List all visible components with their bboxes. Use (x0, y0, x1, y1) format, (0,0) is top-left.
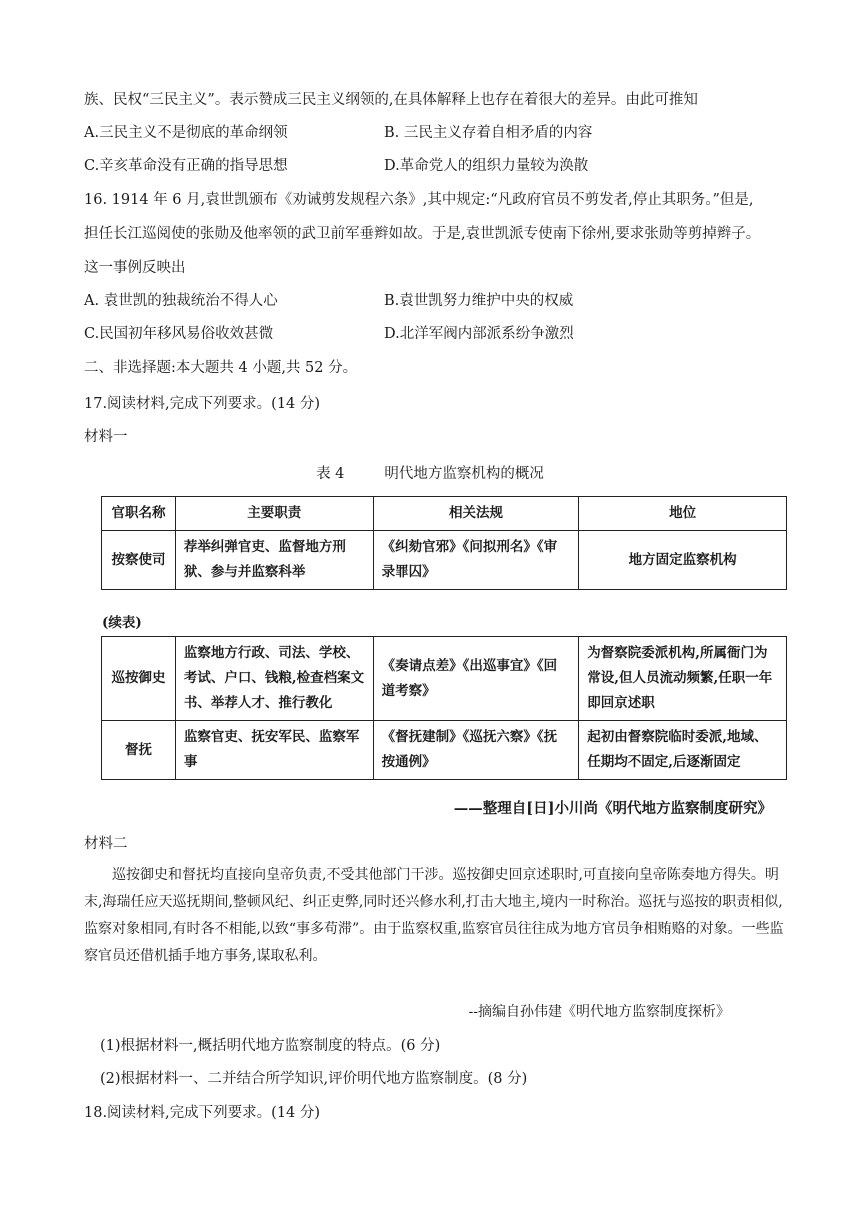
q16-stem-line1: 16. 1914 年 6 月,袁世凯颁布《劝诫剪发规程六条》,其中规定:“凡政府官员不剪发者,停止其职务。”但是, (84, 192, 754, 208)
table-cell: 《纠劾官邪》《问拟刑名》《审录罪囚》 (373, 531, 579, 590)
table-row (102, 637, 787, 721)
table-caption (0, 462, 860, 483)
header-cell: 地位 (579, 497, 787, 531)
q16-option-c: C.民国初年移风易俗收效甚微 (84, 326, 274, 342)
q18-intro: 18.阅读材料,完成下列要求。(14 分) (84, 1105, 321, 1121)
q17-intro: 17.阅读材料,完成下列要求。(14 分) (84, 396, 321, 412)
q16-option-a: A. 袁世凯的独裁统治不得人心 (84, 293, 278, 309)
table-cell: 地方固定监察机构 (579, 531, 787, 590)
material2-paragraph (84, 862, 784, 970)
continued-label: (续表) (102, 615, 142, 631)
table-cell: 巡按御史 (102, 637, 176, 721)
q15-stem-continuation: 族、民权“三民主义”。表示赞成三民主义纲领的,在具体解释上也存在着很大的差异。由此可推知 (84, 92, 698, 108)
table-number: 表 4 (316, 466, 345, 482)
header-cell: 官职名称 (102, 497, 176, 531)
q17-subquestion-1: (1)根据材料一,概括明代地方监察制度的特点。(6 分) (100, 1038, 441, 1054)
q16-stem-line2: 担任长江巡阅使的张勋及他率领的武卫前军垂辫如故。于是,袁世凯派专使南下徐州,要求张勋等剪掉辫子。 (84, 226, 761, 242)
table-cell: 为督察院委派机构,所属衙门为常设,但人员流动频繁,任职一年即回京述职 (579, 637, 787, 721)
table-cell: 监察地方行政、司法、学校、考试、户口、钱粮,检查档案文书、举荐人才、推行教化 (175, 637, 373, 721)
table-cell: 按察使司 (102, 531, 176, 590)
material1-label: 材料一 (84, 429, 128, 445)
q15-option-row (84, 156, 589, 176)
material2-label: 材料二 (84, 836, 128, 852)
table-part2 (101, 636, 787, 780)
q16-option-row (84, 324, 574, 344)
q16-option-row (84, 291, 574, 311)
q17-subquestion-2: (2)根据材料一、二并结合所学知识,评价明代地方监察制度。(8 分) (100, 1071, 528, 1087)
material2-text: 巡按御史和督抚均直接向皇帝负责,不受其他部门干涉。巡按御史回京述职时,可直接向皇帝陈奏地方得失。明末,海瑞任应天巡抚期间,整顿风纪、纠正吏弊,同时还兴修水利,打击大地主,境内一时称治。巡抚与巡按的职责相似,监察对象相同,有时各不相能,以致“事多苟滞”。由于监察权重,监察官员往往成为地方官员争相贿赂的对象。一些监察官员还借机插手地方事务,谋取私利。 (84, 867, 784, 964)
table-part1 (101, 496, 787, 590)
header-cell: 主要职责 (175, 497, 373, 531)
table-cell: 荐举纠弹官吏、监督地方刑狱、参与并监察科举 (175, 531, 373, 590)
q15-option-c: C.辛亥革命没有正确的指导思想 (84, 158, 288, 174)
q16-stem-line3: 这一事例反映出 (84, 260, 186, 276)
q15-option-d: D.革命党人的组织力量较为涣散 (384, 158, 589, 174)
table-row (102, 531, 787, 590)
table-cell: 《奏请点差》《出巡事宜》《回道考察》 (373, 637, 579, 721)
header-cell: 相关法规 (373, 497, 579, 531)
table-row (102, 721, 787, 780)
q15-option-a: A.三民主义不是彻底的革命纲领 (84, 125, 288, 141)
table-cell: 《督抚建制》《巡抚六察》《抚按通例》 (373, 721, 579, 780)
section-heading: 二、非选择题:本大题共 4 小题,共 52 分。 (84, 360, 358, 376)
q16-option-d: D.北洋军阀内部派系纷争激烈 (384, 326, 574, 342)
q15-option-b: B. 三民主义存着自相矛盾的内容 (384, 125, 593, 141)
q15-option-row (84, 123, 593, 143)
table-source: ——整理自[日]小川尚《明代地方监察制度研究》 (453, 800, 772, 817)
table-cell: 督抚 (102, 721, 176, 780)
table-header-row (102, 497, 787, 531)
material2-source: --摘编自孙伟建《明代地方监察制度探析》 (468, 1004, 730, 1020)
q16-option-b: B.袁世凯努力维护中央的权威 (384, 293, 574, 309)
table-title: 明代地方监察机构的概况 (384, 466, 544, 482)
table-cell: 起初由督察院临时委派,地域、任期均不固定,后逐渐固定 (579, 721, 787, 780)
table-cell: 监察官吏、抚安军民、监察军事 (175, 721, 373, 780)
